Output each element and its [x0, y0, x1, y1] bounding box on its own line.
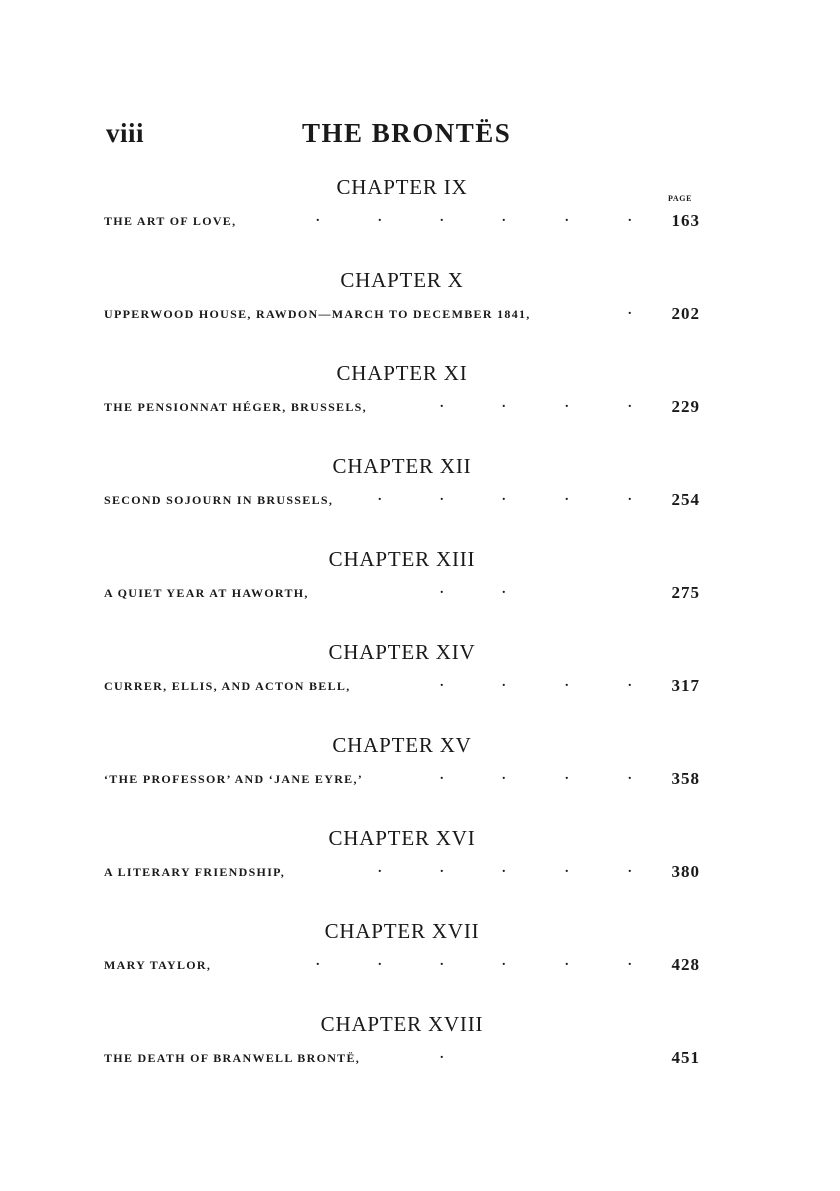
chapter-heading: CHAPTER XVIII [320, 1012, 484, 1036]
chapter-heading: CHAPTER X [340, 268, 464, 292]
leader-dot: . [628, 675, 632, 690]
leader-dot: . [628, 954, 632, 969]
chapter-heading: CHAPTER IX [336, 175, 468, 199]
leader-dot: . [502, 861, 506, 876]
chapter-heading: CHAPTER XIV [328, 640, 476, 664]
leader-dot: . [628, 210, 632, 225]
toc-entry-title: A LITERARY FRIENDSHIP, [104, 865, 285, 879]
leader-dot: . [440, 396, 444, 411]
leader-dot: . [628, 396, 632, 411]
toc-entry-title: MARY TAYLOR, [104, 958, 212, 972]
toc-entry-page-number: 163 [671, 211, 700, 230]
leader-dot: . [502, 675, 506, 690]
toc-entry-title: CURRER, ELLIS, AND ACTON BELL, [104, 679, 351, 693]
leader-dot: . [502, 954, 506, 969]
leader-dot: . [565, 489, 569, 504]
toc-entry-title: THE ART OF LOVE, [104, 214, 237, 228]
leader-dot: . [316, 954, 320, 969]
toc-entry-page-number: 380 [671, 862, 700, 881]
leader-dot: . [502, 396, 506, 411]
chapter-heading: CHAPTER XVII [324, 919, 480, 943]
toc-entry-page-number: 254 [671, 490, 700, 509]
leader-dot: . [440, 675, 444, 690]
toc-entry-title: ‘THE PROFESSOR’ AND ‘JANE EYRE,’ [104, 772, 364, 786]
leader-dot: . [565, 210, 569, 225]
toc-entry-page-number: 275 [671, 583, 700, 602]
chapter-heading: CHAPTER XIII [328, 547, 476, 571]
page-number: viii [106, 118, 145, 148]
page-column-label: PAGE [668, 194, 693, 203]
toc-entry-title: UPPERWOOD HOUSE, RAWDON—MARCH TO DECEMBER 1841, [104, 307, 531, 321]
leader-dot: . [565, 861, 569, 876]
leader-dot: . [440, 210, 444, 225]
toc-entry-page-number: 428 [671, 955, 700, 974]
toc-entry-page-number: 451 [671, 1048, 700, 1067]
chapter-heading: CHAPTER XVI [328, 826, 476, 850]
leader-dot: . [440, 768, 444, 783]
leader-dot: . [628, 489, 632, 504]
leader-dot: . [502, 768, 506, 783]
leader-dot: . [565, 954, 569, 969]
leader-dot: . [628, 768, 632, 783]
toc-entry-title: A QUIET YEAR AT HAWORTH, [104, 586, 309, 600]
leader-dot: . [440, 861, 444, 876]
leader-dot: . [502, 210, 506, 225]
leader-dot: . [565, 396, 569, 411]
toc-entry-title: SECOND SOJOURN IN BRUSSELS, [104, 493, 334, 507]
leader-dot: . [378, 954, 382, 969]
leader-dot: . [440, 582, 444, 597]
toc-entry-title: THE PENSIONNAT HÉGER, BRUSSELS, [104, 400, 367, 414]
leader-dot: . [316, 210, 320, 225]
leader-dot: . [378, 489, 382, 504]
toc-entry-page-number: 317 [671, 676, 700, 695]
leader-dot: . [565, 675, 569, 690]
toc-entry-page-number: 229 [671, 397, 700, 416]
leader-dot: . [378, 861, 382, 876]
leader-dot: . [565, 768, 569, 783]
running-head-title: THE BRONTËS [302, 118, 512, 148]
chapter-heading: CHAPTER XI [336, 361, 468, 385]
leader-dot: . [440, 1047, 444, 1062]
leader-dot: . [440, 954, 444, 969]
leader-dot: . [502, 489, 506, 504]
leader-dot: . [378, 210, 382, 225]
toc-entry-title: THE DEATH OF BRANWELL BRONTË, [104, 1051, 361, 1065]
leader-dot: . [628, 861, 632, 876]
chapter-heading: CHAPTER XII [332, 454, 472, 478]
toc-entry-page-number: 202 [671, 304, 700, 323]
leader-dot: . [502, 582, 506, 597]
chapter-heading: CHAPTER XV [332, 733, 472, 757]
toc-entry-page-number: 358 [671, 769, 700, 788]
leader-dot: . [628, 303, 632, 318]
leader-dot: . [440, 489, 444, 504]
